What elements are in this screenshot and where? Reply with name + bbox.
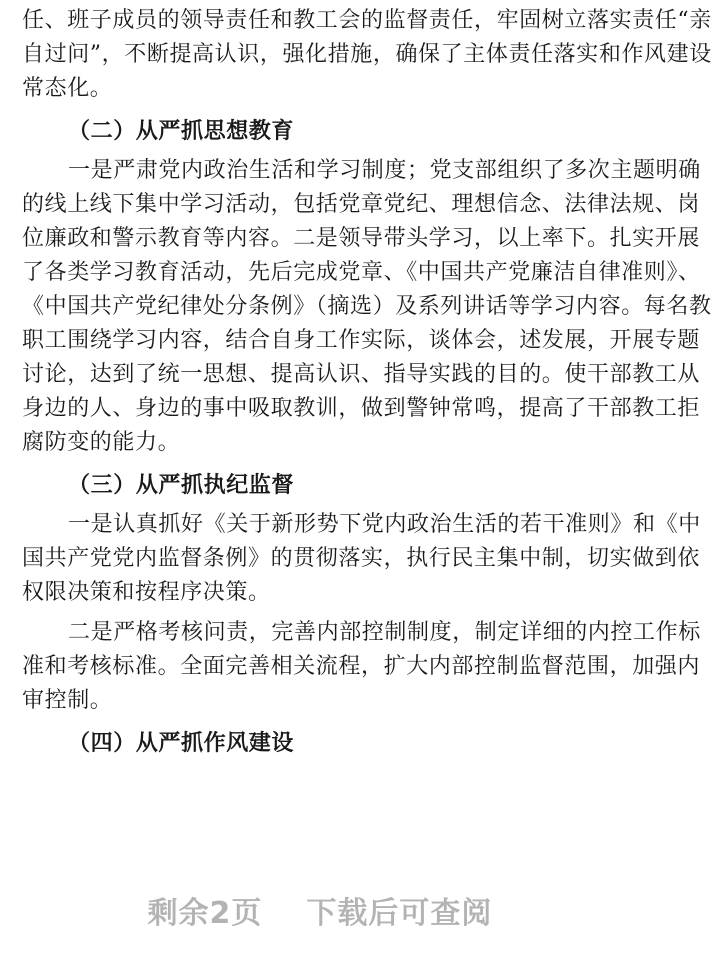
download-notice xyxy=(0,888,640,932)
text-line: 常态化。 xyxy=(22,76,113,101)
text-line: 自过问”，不断提高认识，强化措施，确保了主体责任落实和作风建设 xyxy=(22,42,712,67)
text-line: 讨论，达到了统一思想、提高认识、指导实践的目的。使干部教工从 xyxy=(22,362,701,387)
text-line: 一是严肃党内政治生活和学习制度；党支部组织了多次主题明确 xyxy=(68,158,701,183)
text-line: 位廉政和警示教育等内容。二是领导带头学习，以上率下。扎实开展 xyxy=(22,226,701,251)
section-heading: （四）从严抓作风建设 xyxy=(68,730,295,756)
text-line: 《中国共产党纪律处分条例》（摘选）及系列讲话等学习内容。每名教 xyxy=(22,294,712,319)
text-line: 腐防变的能力。 xyxy=(22,430,181,455)
remaining-pages-text: 剩余2页 xyxy=(147,896,263,931)
text-line: 审控制。 xyxy=(22,688,113,713)
paragraph xyxy=(22,616,701,718)
text-line: 二是严格考核问责，完善内部控制制度，制定详细的内控工作标 xyxy=(68,620,701,645)
document-page xyxy=(22,4,712,766)
text-line: 的线上线下集中学习活动，包括党章党纪、理想信念、法律法规、岗 xyxy=(22,192,701,217)
text-line: 了各类学习教育活动，先后完成党章、《中国共产党廉洁自律准则》、 xyxy=(22,260,701,285)
section-heading: （三）从严抓执纪监督 xyxy=(68,472,295,498)
text-line: 一是认真抓好《关于新形势下党内政治生活的若干准则》和《中 xyxy=(68,512,701,537)
text-line: 职工围绕学习内容，结合自身工作实际，谈体会，述发展，开展专题 xyxy=(22,328,701,353)
intro-paragraph xyxy=(22,4,712,106)
text-line: 任、班子成员的领导责任和教工会的监督责任，牢固树立落实责任“亲 xyxy=(22,8,712,33)
text-line: 准和考核标准。全面完善相关流程，扩大内部控制监督范围，加强内 xyxy=(22,654,701,679)
text-line: 权限决策和按程序决策。 xyxy=(22,580,271,605)
paragraph xyxy=(22,154,712,460)
text-line: 身边的人、身边的事中吸取教训，做到警钟常鸣，提高了干部教工拒 xyxy=(22,396,701,421)
section-heading: （二）从严抓思想教育 xyxy=(68,118,295,144)
text-line: 国共产党党内监督条例》的贯彻落实，执行民主集中制，切实做到依 xyxy=(22,546,701,571)
download-to-view-text: 下载后可查阅 xyxy=(306,896,493,931)
paragraph xyxy=(22,508,701,610)
